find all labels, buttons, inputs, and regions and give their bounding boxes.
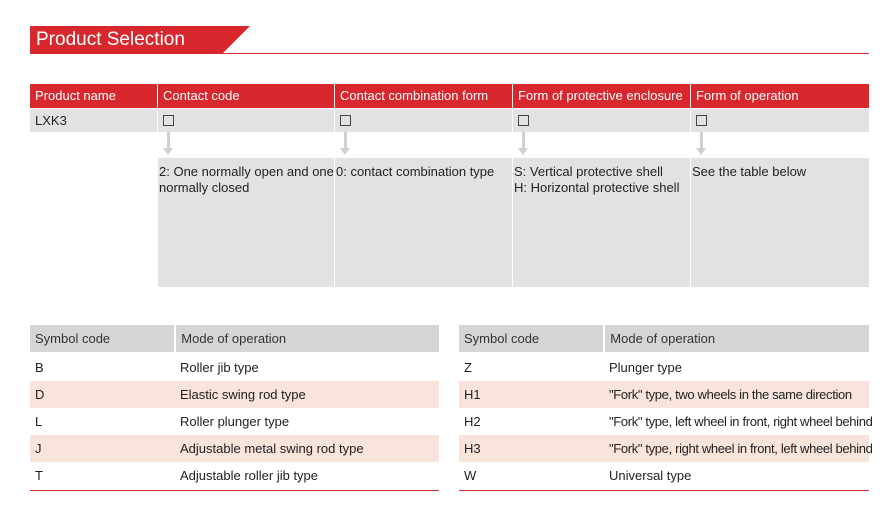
table-row: [30, 354, 439, 381]
header-contact-code: Contact code: [158, 84, 334, 108]
table-row: [459, 381, 869, 408]
form-of-operation-cell: [691, 109, 869, 132]
empty-square-icon: [518, 115, 529, 126]
mode-of-operation: Roller jib type: [180, 360, 259, 375]
table-bottom-rule: [459, 490, 869, 491]
selection-value-row: [30, 109, 870, 132]
description-row: [30, 158, 870, 287]
table-row: [459, 354, 869, 381]
symbol-code: H1: [464, 387, 481, 402]
title-banner-corner: [222, 26, 250, 54]
symbol-table-header: [30, 325, 439, 352]
desc-line: S: Vertical protective shell: [514, 164, 663, 179]
symbol-code: L: [35, 414, 43, 429]
mode-of-operation: Plunger type: [609, 360, 682, 375]
protective-enclosure-description: [513, 158, 690, 287]
contact-code-description: [158, 158, 334, 287]
empty-square-icon: [163, 115, 174, 126]
contact-combination-description: [335, 158, 512, 287]
mode-of-operation: Roller plunger type: [180, 414, 290, 429]
table-row: [30, 435, 439, 462]
title-underline: [30, 53, 869, 54]
desc-line: See the table below: [692, 164, 807, 179]
header-symbol-code: Symbol code: [459, 325, 603, 352]
contact-code-cell: [158, 109, 334, 132]
mode-of-operation: Adjustable roller jib type: [180, 468, 319, 483]
symbol-code: H3: [464, 441, 481, 456]
down-arrow-icon: [158, 132, 334, 158]
section-title: Product Selection: [30, 26, 222, 54]
symbol-table-right: [459, 325, 873, 491]
empty-square-icon: [696, 115, 707, 126]
desc-line: normally closed: [159, 180, 250, 195]
table-row: [30, 381, 439, 408]
header-product-name: Product name: [30, 84, 157, 108]
section-title-banner: [30, 26, 869, 54]
mode-of-operation: "Fork" type, left wheel in front, right wheel behind: [609, 414, 873, 429]
symbol-code: W: [464, 468, 477, 483]
mode-of-operation: "Fork" type, right wheel in front, left wheel behind: [609, 441, 873, 456]
empty-square-icon: [340, 115, 351, 126]
table-row: [30, 408, 439, 435]
symbol-table-header: [459, 325, 869, 352]
header-protective-enclosure: Form of protective enclosure: [513, 84, 690, 108]
arrow-row: [30, 132, 870, 158]
symbol-code: D: [35, 387, 45, 402]
mode-of-operation: Adjustable metal swing rod type: [180, 441, 364, 456]
header-mode-of-operation: Mode of operation: [605, 325, 869, 352]
contact-combination-cell: [335, 109, 512, 132]
table-row: [459, 408, 873, 435]
down-arrow-icon: [335, 132, 512, 158]
header-form-of-operation: Form of operation: [691, 84, 869, 108]
header-mode-of-operation: Mode of operation: [176, 325, 439, 352]
selection-header-row: [30, 84, 870, 108]
product-name-value: LXK3: [30, 109, 157, 132]
symbol-code: T: [35, 468, 43, 483]
header-symbol-code: Symbol code: [30, 325, 174, 352]
mode-of-operation: Elastic swing rod type: [180, 387, 306, 402]
desc-line: 0: contact combination type: [336, 164, 495, 179]
desc-line: H: Horizontal protective shell: [514, 180, 680, 195]
protective-enclosure-cell: [513, 109, 690, 132]
header-contact-combination: Contact combination form: [335, 84, 512, 108]
down-arrow-icon: [691, 132, 869, 158]
symbol-code: Z: [464, 360, 472, 375]
symbol-code: B: [35, 360, 44, 375]
down-arrow-icon: [513, 132, 690, 158]
table-row: [459, 462, 869, 489]
form-of-operation-description: [691, 158, 869, 287]
symbol-code: J: [35, 441, 42, 456]
table-row: [459, 435, 873, 462]
desc-line: 2: One normally open and one: [159, 164, 334, 179]
symbol-table-left: [30, 325, 439, 491]
table-row: [30, 462, 439, 489]
table-bottom-rule: [30, 490, 439, 491]
mode-of-operation: "Fork" type, two wheels in the same direction: [609, 387, 852, 402]
symbol-code: H2: [464, 414, 481, 429]
mode-of-operation: Universal type: [609, 468, 692, 483]
